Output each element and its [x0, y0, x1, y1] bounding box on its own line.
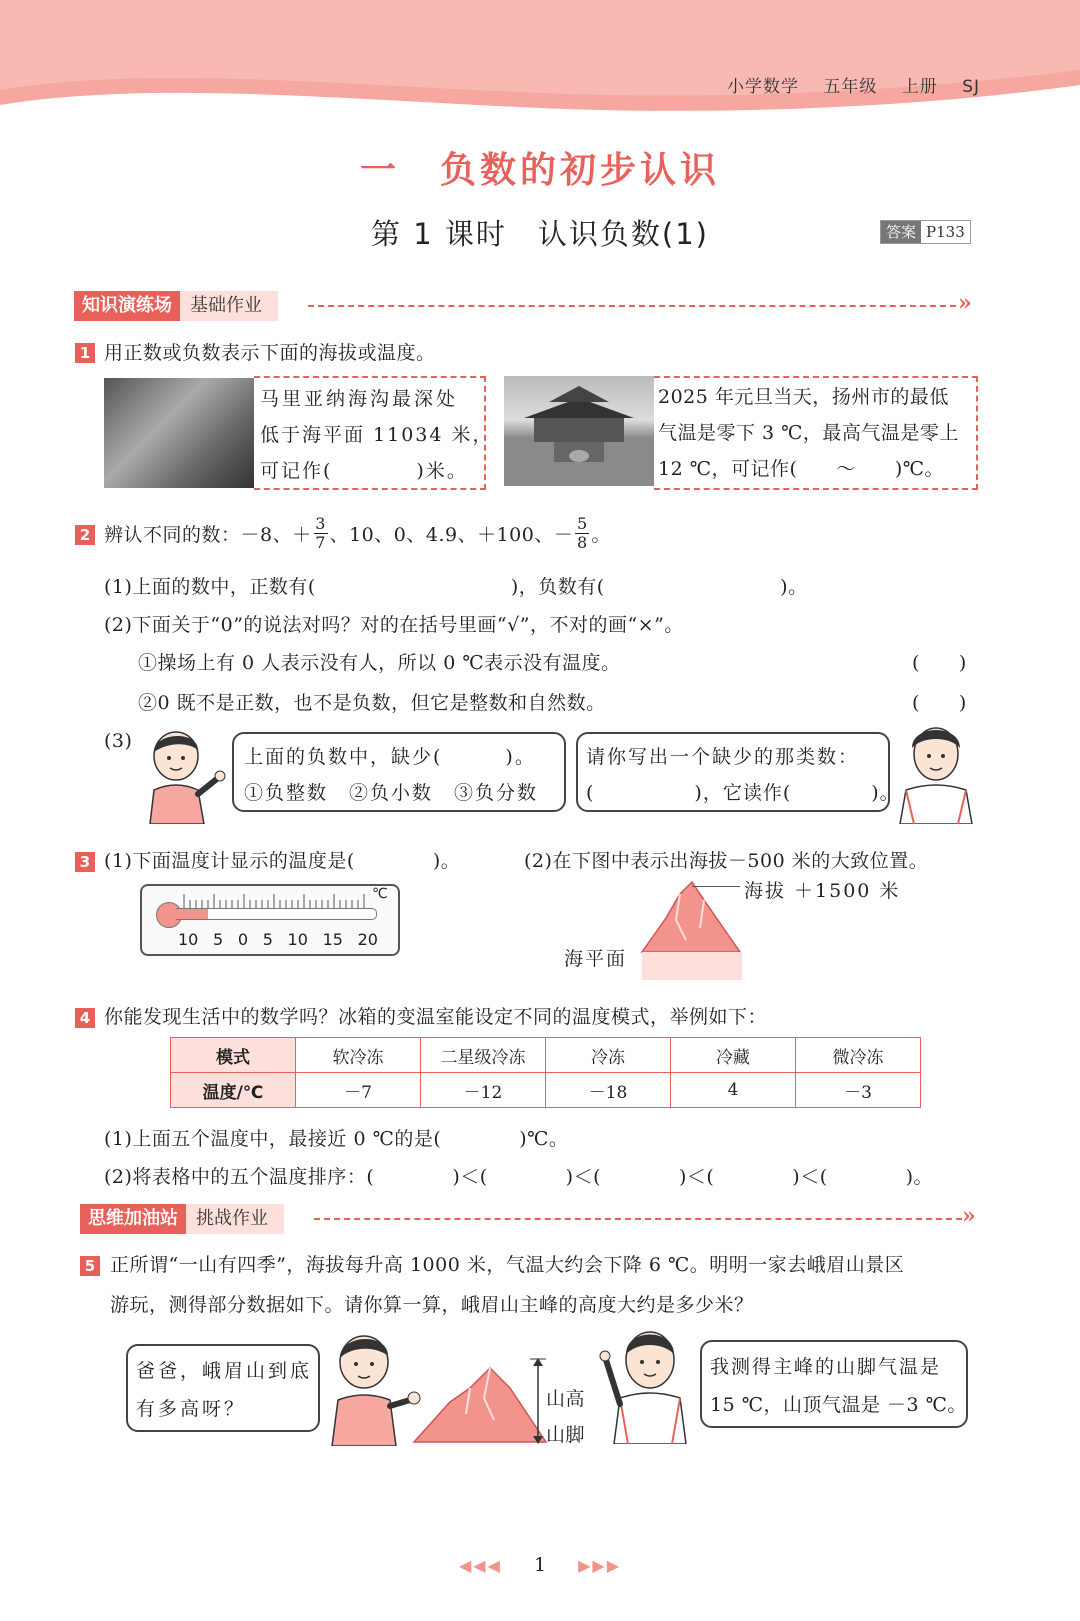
table-row — [171, 1038, 921, 1073]
q3-part2: (2)在下图中表示出海拔－500 米的大致位置。 — [524, 850, 929, 872]
q2-part2b: ②0 既不是正数，也不是负数，但它是整数和自然数。 — [138, 692, 606, 714]
table-cell: 4 — [671, 1073, 796, 1108]
q2-part3-label: (3) — [104, 730, 133, 752]
lesson-title: 第 1 课时 认识负数(1) — [371, 217, 709, 251]
q1-box1-line: 低于海平面 11034 米， — [260, 424, 494, 446]
tick-label: 0 — [237, 930, 249, 949]
tick-label: 5 — [213, 930, 224, 949]
header-wave — [0, 0, 1080, 120]
section-tag-label: 知识演练场 — [74, 291, 180, 321]
table-cell: －3 — [796, 1073, 921, 1108]
mountain-foot-label: 山脚 — [546, 1424, 586, 1446]
bubble-line: 请你写出一个缺少的那类数： — [586, 746, 860, 768]
chevron-right-icon: » — [958, 290, 972, 316]
table-cell: 软冷冻 — [296, 1038, 421, 1073]
fraction — [575, 515, 589, 552]
fraction-numerator: 5 — [577, 513, 588, 533]
page-number: 1 — [533, 1554, 547, 1576]
bubble-line: 爸爸，峨眉山到底 — [136, 1360, 313, 1382]
table-cell: －7 — [296, 1073, 421, 1108]
fraction-denominator: 7 — [315, 532, 326, 552]
q2-text — [104, 508, 611, 558]
q3-part1: (1)下面温度计显示的温度是( )。 — [104, 850, 461, 872]
bubble-line: 我测得主峰的山脚气温是 — [710, 1356, 942, 1378]
trench-photo — [104, 378, 254, 488]
table-cell: 冷冻 — [546, 1038, 671, 1073]
header-volume: 上册 — [901, 77, 938, 97]
thermometer-fill — [176, 909, 208, 919]
header-info — [709, 72, 980, 97]
chevron-left-icon: ◀◀◀ — [458, 1556, 502, 1575]
sea-level-label: 海平面 — [564, 948, 628, 970]
header-grade: 五年级 — [823, 77, 878, 97]
bubble-line: 15 ℃，山顶气温是 －3 ℃。 — [710, 1394, 967, 1416]
mountain-height-label: 海拔 ＋1500 米 — [744, 880, 901, 902]
thermometer-ticks — [182, 892, 372, 908]
tick-label: 10 — [287, 930, 308, 949]
q2-suffix: 。 — [591, 523, 611, 546]
q1-box2 — [654, 376, 978, 490]
mountain-pointer — [692, 886, 740, 887]
tick-label: 20 — [357, 930, 378, 949]
answer-label: 答案 — [881, 221, 921, 243]
table-cell: －18 — [546, 1073, 671, 1108]
page-footer — [0, 1554, 1080, 1576]
bubble-line: ( )，它读作( )。 — [586, 782, 900, 804]
q2-prefix: 辨认不同的数：－8、＋ — [104, 523, 312, 546]
section-tag-sub: 挑战作业 — [186, 1204, 284, 1234]
fraction — [314, 515, 328, 552]
fridge-mode-table — [170, 1037, 921, 1108]
question-number: 5 — [80, 1256, 100, 1276]
fraction-denominator: 8 — [577, 532, 588, 552]
question-number: 4 — [75, 1008, 95, 1028]
q1-box1-line: 可记作( )米。 — [260, 460, 468, 482]
q1-box1 — [254, 376, 494, 490]
q5-line1: 正所谓“一山有四季”，海拔每升高 1000 米，气温大约会下降 6 ℃。明明一家去峨眉山景区 — [110, 1254, 905, 1276]
speech-bubble-father — [700, 1340, 968, 1428]
section-tag-basic — [74, 291, 278, 321]
pavilion-photo — [504, 376, 654, 486]
man-illustration — [892, 724, 978, 824]
bubble-line: 上面的负数中，缺少( )。 — [244, 746, 536, 768]
section-tag-sub: 基础作业 — [180, 291, 278, 321]
unit-title: 一 负数的初步认识 — [359, 150, 720, 191]
man-illustration — [596, 1326, 696, 1444]
question-number: 1 — [75, 343, 95, 363]
table-cell: 微冷冻 — [796, 1038, 921, 1073]
q4-text: 你能发现生活中的数学吗？冰箱的变温室能设定不同的温度模式，举例如下： — [104, 1006, 768, 1028]
bubble-line: ①负整数 ②负小数 ③负分数 — [244, 782, 539, 804]
height-arrow-icon — [530, 1358, 546, 1444]
table-cell: 冷藏 — [671, 1038, 796, 1073]
mountain-illustration — [410, 1358, 550, 1444]
q5-line2: 游玩，测得部分数据如下。请你算一算，峨眉山主峰的高度大约是多少米？ — [110, 1294, 754, 1316]
thermometer — [140, 884, 400, 956]
thermometer-unit: ℃ — [372, 886, 388, 902]
table-header: 模式 — [171, 1038, 296, 1073]
tick-label: 10 — [178, 930, 199, 949]
q2-part2a: ①操场上有 0 人表示没有人，所以 0 ℃表示没有温度。 — [138, 652, 621, 674]
chevron-right-icon: ▶▶▶ — [578, 1556, 622, 1575]
table-cell: －12 — [421, 1073, 546, 1108]
table-row — [171, 1073, 921, 1108]
mountain-height-label: 山高 — [546, 1388, 586, 1410]
tick-label: 15 — [322, 930, 343, 949]
q4-part2: (2)将表格中的五个温度排序：( )＜( )＜( )＜( )＜( )。 — [104, 1166, 934, 1188]
boy-illustration — [322, 1330, 422, 1446]
q4-part1: (1)上面五个温度中，最接近 0 ℃的是( )℃。 — [104, 1128, 569, 1150]
header-subject: 小学数学 — [726, 77, 799, 97]
question-number: 2 — [75, 525, 95, 545]
boy-illustration — [138, 728, 228, 824]
speech-bubble-right — [576, 732, 900, 812]
q2-answer-paren[interactable]: ( ) — [912, 692, 967, 714]
answer-page: P133 — [926, 223, 965, 241]
thermometer-labels — [178, 930, 378, 949]
table-cell: 二星级冷冻 — [421, 1038, 546, 1073]
q1-box2-line: 12 ℃，可记作( ～ )℃。 — [658, 458, 945, 480]
section-divider — [314, 1218, 962, 1220]
header-edition: SJ — [962, 77, 980, 97]
tick-label: 5 — [262, 930, 273, 949]
fraction-numerator: 3 — [315, 513, 326, 533]
q1-text: 用正数或负数表示下面的海拔或温度。 — [104, 342, 436, 364]
thermometer-tube — [176, 908, 377, 920]
q1-box2-line: 2025 年元旦当天，扬州市的最低 — [658, 386, 949, 408]
section-tag-label: 思维加油站 — [80, 1204, 186, 1234]
speech-bubble-left — [232, 732, 566, 812]
section-tag-challenge — [80, 1204, 284, 1234]
q2-answer-paren[interactable]: ( ) — [912, 652, 967, 674]
speech-bubble-child — [126, 1344, 320, 1432]
question-number: 3 — [75, 852, 95, 872]
answer-tag — [880, 220, 971, 244]
q2-part2: (2)下面关于“0”的说法对吗？对的在括号里画“√”，不对的画“×”。 — [104, 614, 684, 636]
q1-box2-line: 气温是零下 3 ℃，最高气温是零上 — [658, 422, 959, 444]
q2-mid: 、10、0、4.9、＋100、－ — [329, 523, 574, 546]
mountain-illustration — [636, 880, 746, 982]
q1-box1-line: 马里亚纳海沟最深处 — [260, 388, 459, 410]
section-divider — [308, 305, 956, 307]
bubble-line: 有多高呀？ — [136, 1398, 247, 1420]
table-header: 温度/℃ — [171, 1073, 296, 1108]
q2-part1: (1)上面的数中，正数有( )，负数有( )。 — [104, 576, 808, 598]
chevron-right-icon: » — [962, 1203, 976, 1229]
